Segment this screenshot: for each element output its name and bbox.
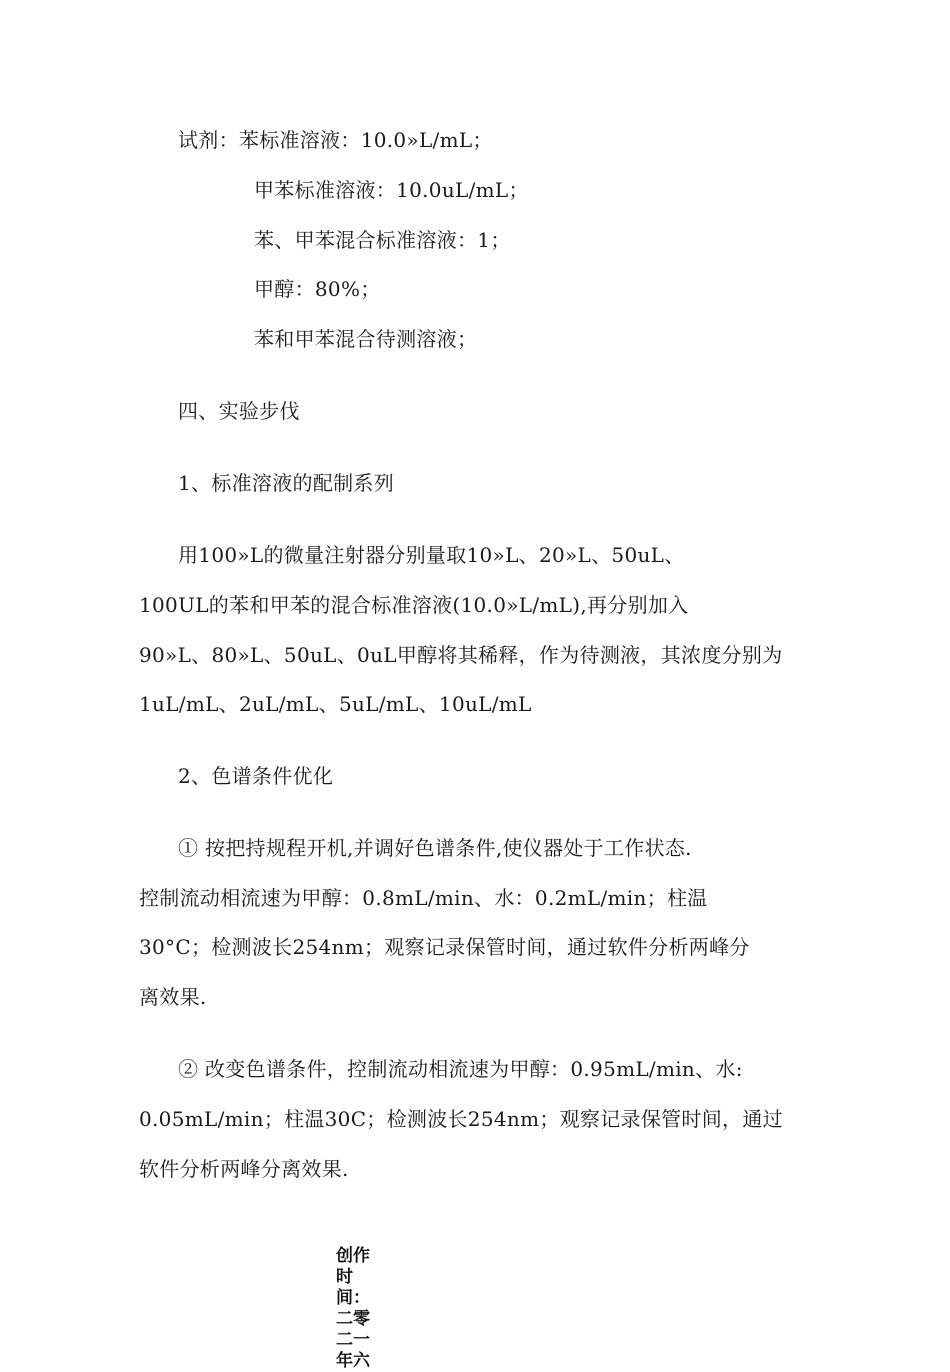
section-heading: 四、实验步伐 (178, 399, 300, 423)
creation-time-footer: 创作时间：二零二一年六 (336, 1246, 370, 1371)
step2-item-a-line-1: ① 按把持规程开机,并调好色谱条件,使仪器处于工作状态. (178, 836, 692, 860)
step1-paragraph-line-4: 1uL/mL、2uL/mL、5uL/mL、10uL/mL (139, 692, 532, 716)
step1-heading: 1、标准溶液的配制系列 (178, 471, 395, 495)
step2-item-a-line-4: 离效果. (139, 985, 207, 1009)
step2-heading: 2、色谱条件优化 (178, 764, 334, 788)
step2-item-a-line-3: 30°C；检测波长254nm；观察记录保管时间，通过软件分析两峰分 (139, 935, 750, 959)
step2-item-b-line-1: ② 改变色谱条件，控制流动相流速为甲醇：0.95mL/min、水: (178, 1057, 743, 1081)
reagents-line-1: 试剂：苯标准溶液：10.0»L/mL； (178, 128, 493, 152)
step1-paragraph-line-2: 100UL的苯和甲苯的混合标准溶液(10.0»L/mL),再分别加入 (139, 593, 689, 617)
step2-item-b-line-3: 软件分析两峰分离效果. (139, 1157, 349, 1181)
reagents-line-2: 甲苯标准溶液：10.0uL/mL； (254, 178, 529, 202)
reagents-line-3: 苯、甲苯混合标准溶液：1； (254, 228, 511, 252)
step1-paragraph-line-3: 90»L、80»L、50uL、0uL甲醇将其稀释，作为待测液，其浓度分别为 (139, 643, 783, 667)
step2-item-b-line-2: 0.05mL/min；柱温30C；检测波长254nm；观察记录保管时间，通过 (139, 1107, 783, 1131)
reagents-line-4: 甲醇：80%； (254, 277, 381, 301)
step2-item-a-line-2: 控制流动相流速为甲醇：0.8mL/min、水：0.2mL/min；柱温 (139, 886, 708, 910)
reagents-line-5: 苯和甲苯混合待测溶液； (254, 327, 478, 351)
step1-paragraph-line-1: 用100»L的微量注射器分别量取10»L、20»L、50uL、 (178, 543, 685, 567)
